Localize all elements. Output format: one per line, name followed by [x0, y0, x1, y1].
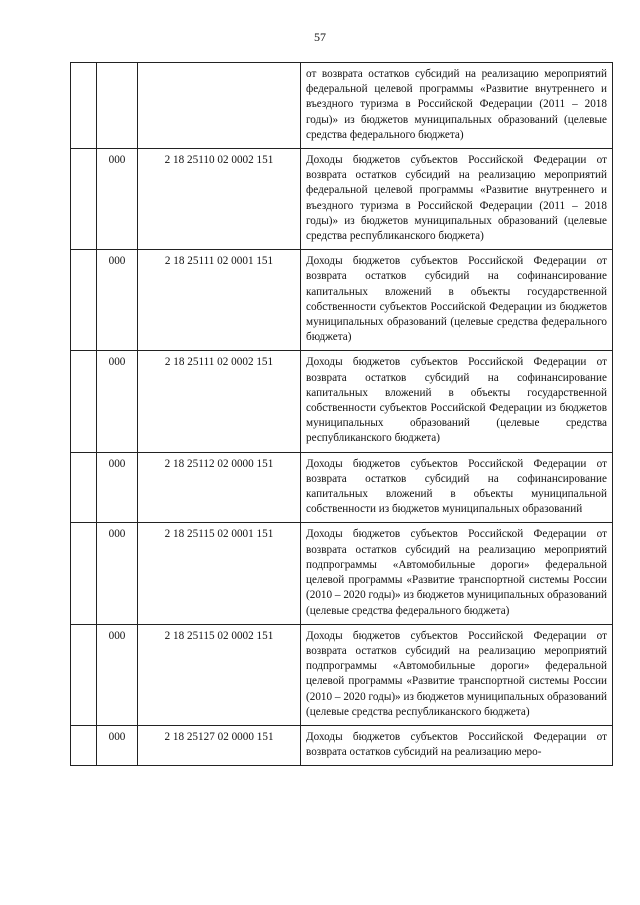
income-name-cell: Доходы бюджетов субъектов Российской Федерации от возврата остатков субсидий на софинансирование капитальных вложений в объекты муниципальной собственности из бюджетов муниципальных образований	[301, 452, 613, 523]
budget-classification-table	[70, 62, 613, 766]
budget-code-cell: 2 18 25115 02 0002 151	[138, 624, 301, 725]
income-name-cell: Доходы бюджетов субъектов Российской Федерации от возврата остатков субсидий на реализацию мероприятий подпрограммы «Автомобильные дороги» федеральной целевой программы «Развитие транспортной системы России (2010 – 2020 годы)» из бюджетов муниципальных образований (целевые средства республиканского бюджета)	[301, 624, 613, 725]
table-row	[71, 63, 613, 149]
budget-code-cell: 2 18 25127 02 0000 151	[138, 725, 301, 765]
admin-code-cell	[97, 63, 138, 149]
table-row	[71, 523, 613, 624]
admin-code-cell: 000	[97, 250, 138, 351]
budget-code-cell: 2 18 25111 02 0001 151	[138, 250, 301, 351]
budget-code-cell: 2 18 25111 02 0002 151	[138, 351, 301, 452]
spacer-cell	[71, 351, 97, 452]
spacer-cell	[71, 149, 97, 250]
budget-code-cell: 2 18 25112 02 0000 151	[138, 452, 301, 523]
income-name-cell: от возврата остатков субсидий на реализацию мероприятий федеральной целевой программы «Развитие внутреннего и въездного туризма в Российской Федерации (2011 – 2018 годы)» из бюджетов муниципальных образований (целевые средства федерального бюджета)	[301, 63, 613, 149]
income-name-cell: Доходы бюджетов субъектов Российской Федерации от возврата остатков субсидий на софинансирование капитальных вложений в объекты государственной собственности субъектов Российской Федерации из бюджетов муниципальных образований (целевые средства республиканского бюджета)	[301, 351, 613, 452]
table-row	[71, 452, 613, 523]
spacer-cell	[71, 725, 97, 765]
table-row	[71, 149, 613, 250]
income-name-cell: Доходы бюджетов субъектов Российской Федерации от возврата остатков субсидий на реализацию мероприятий подпрограммы «Автомобильные дороги» федеральной целевой программы «Развитие транспортной системы России (2010 – 2020 годы)» из бюджетов муниципальных образований (целевые средства федерального бюджета)	[301, 523, 613, 624]
spacer-cell	[71, 250, 97, 351]
spacer-cell	[71, 523, 97, 624]
spacer-cell	[71, 452, 97, 523]
table-row	[71, 624, 613, 725]
income-name-cell: Доходы бюджетов субъектов Российской Федерации от возврата остатков субсидий на реализацию меро-	[301, 725, 613, 765]
admin-code-cell: 000	[97, 725, 138, 765]
table-row	[71, 725, 613, 765]
table-row	[71, 250, 613, 351]
income-name-cell: Доходы бюджетов субъектов Российской Федерации от возврата остатков субсидий на софинансирование капитальных вложений в объекты государственной собственности субъектов Российской Федерации из бюджетов муниципальных образований (целевые средства федерального бюджета)	[301, 250, 613, 351]
spacer-cell	[71, 624, 97, 725]
admin-code-cell: 000	[97, 452, 138, 523]
admin-code-cell: 000	[97, 149, 138, 250]
page-number: 57	[314, 30, 326, 44]
budget-code-cell	[138, 63, 301, 149]
income-name-cell: Доходы бюджетов субъектов Российской Федерации от возврата остатков субсидий на реализацию мероприятий федеральной целевой программы «Развитие внутреннего и въездного туризма в Российской Федерации (2011 – 2018 годы)» из бюджетов муниципальных образований (целевые средства республиканского бюджета)	[301, 149, 613, 250]
budget-code-cell: 2 18 25110 02 0002 151	[138, 149, 301, 250]
budget-code-cell: 2 18 25115 02 0001 151	[138, 523, 301, 624]
table-row	[71, 351, 613, 452]
admin-code-cell: 000	[97, 624, 138, 725]
spacer-cell	[71, 63, 97, 149]
admin-code-cell: 000	[97, 351, 138, 452]
admin-code-cell: 000	[97, 523, 138, 624]
